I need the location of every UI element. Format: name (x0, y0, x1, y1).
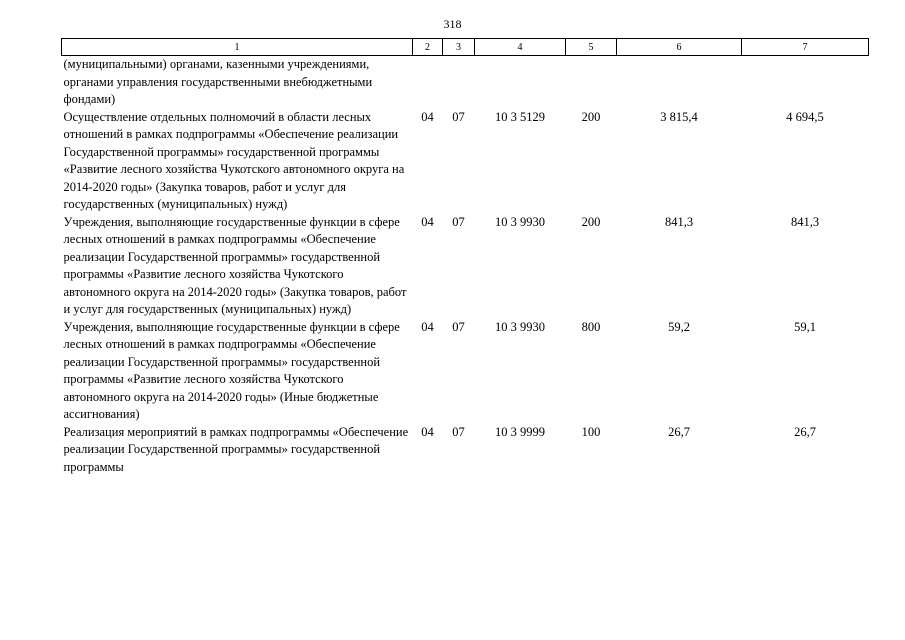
row-subsection: 07 (452, 214, 465, 229)
column-header-4: 4 (475, 39, 566, 56)
table-row (62, 424, 869, 477)
row-section: 04 (421, 319, 434, 334)
row-expense-type: 200 (581, 109, 601, 124)
row-target-article: 10 3 9930 (495, 319, 545, 334)
row-subsection: 07 (452, 424, 465, 439)
table-row (62, 214, 869, 319)
row-amount-col6: 3 815,4 (660, 109, 698, 124)
row-description: Осуществление отдельных полномочий в области лесных отношений в рамках подпрограммы «Обеспечение реализации Государственной программы» государственной программы «Развитие лесного хозяйства Чукотского автономного округа на 2014-2020 годы» (Закупка товаров, работ и услуг для государственных (муниципальных) нужд) (63, 109, 405, 211)
row-expense-type: 100 (581, 424, 601, 439)
row-description: Реализация мероприятий в рамках подпрограммы «Обеспечение реализации Государственной программы» государственной программы (63, 424, 409, 474)
row-section (413, 56, 443, 109)
row-amount-col7 (742, 56, 869, 109)
row-target-article: 10 3 5129 (495, 109, 545, 124)
row-target-article (475, 56, 566, 109)
row-section: 04 (421, 424, 434, 439)
row-subsection: 07 (452, 109, 465, 124)
row-amount-col7: 26,7 (794, 424, 816, 439)
row-description: Учреждения, выполняющие государственные функции в сфере лесных отношений в рамках подпрограммы «Обеспечение реализации Государственной программы» государственной программы «Развитие лесного хозяйства Чукотского автономного округа на 2014-2020 годы» (Иные бюджетные ассигнования) (63, 319, 400, 421)
row-target-article: 10 3 9930 (495, 214, 545, 229)
row-amount-col7: 4 694,5 (786, 109, 824, 124)
row-description: Учреждения, выполняющие государственные функции в сфере лесных отношений в рамках подпрограммы «Обеспечение реализации Государственной программы» государственной программы «Развитие лесного хозяйства Чукотского автономного округа на 2014-2020 годы» (Закупка товаров, работ и услуг для государственных (муниципальных) нужд) (63, 214, 407, 316)
row-amount-col6: 841,3 (664, 214, 694, 229)
row-amount-col6: 26,7 (668, 424, 690, 439)
table-row (62, 319, 869, 424)
column-header-3: 3 (443, 39, 475, 56)
row-expense-type (566, 56, 617, 109)
column-header-5: 5 (566, 39, 617, 56)
column-header-1: 1 (62, 39, 413, 56)
row-target-article: 10 3 9999 (495, 424, 545, 439)
column-header-7: 7 (742, 39, 869, 56)
page-number: 318 (443, 17, 462, 31)
row-description: (муниципальными) органами, казенными учреждениями, органами управления государственными внебюджетными фондами) (63, 57, 373, 106)
row-amount-col6 (617, 56, 742, 109)
table-row (62, 56, 869, 109)
row-section: 04 (421, 214, 434, 229)
row-subsection (443, 56, 475, 109)
table-header-row (62, 39, 869, 56)
column-header-2: 2 (413, 39, 443, 56)
row-expense-type: 200 (581, 214, 601, 229)
row-section: 04 (421, 109, 434, 124)
row-amount-col6: 59,2 (668, 319, 690, 334)
table-row (62, 109, 869, 214)
row-expense-type: 800 (581, 319, 601, 334)
row-amount-col7: 59,1 (794, 319, 816, 334)
row-amount-col7: 841,3 (790, 214, 820, 229)
row-subsection: 07 (452, 319, 465, 334)
column-header-6: 6 (617, 39, 742, 56)
budget-table (61, 38, 869, 476)
